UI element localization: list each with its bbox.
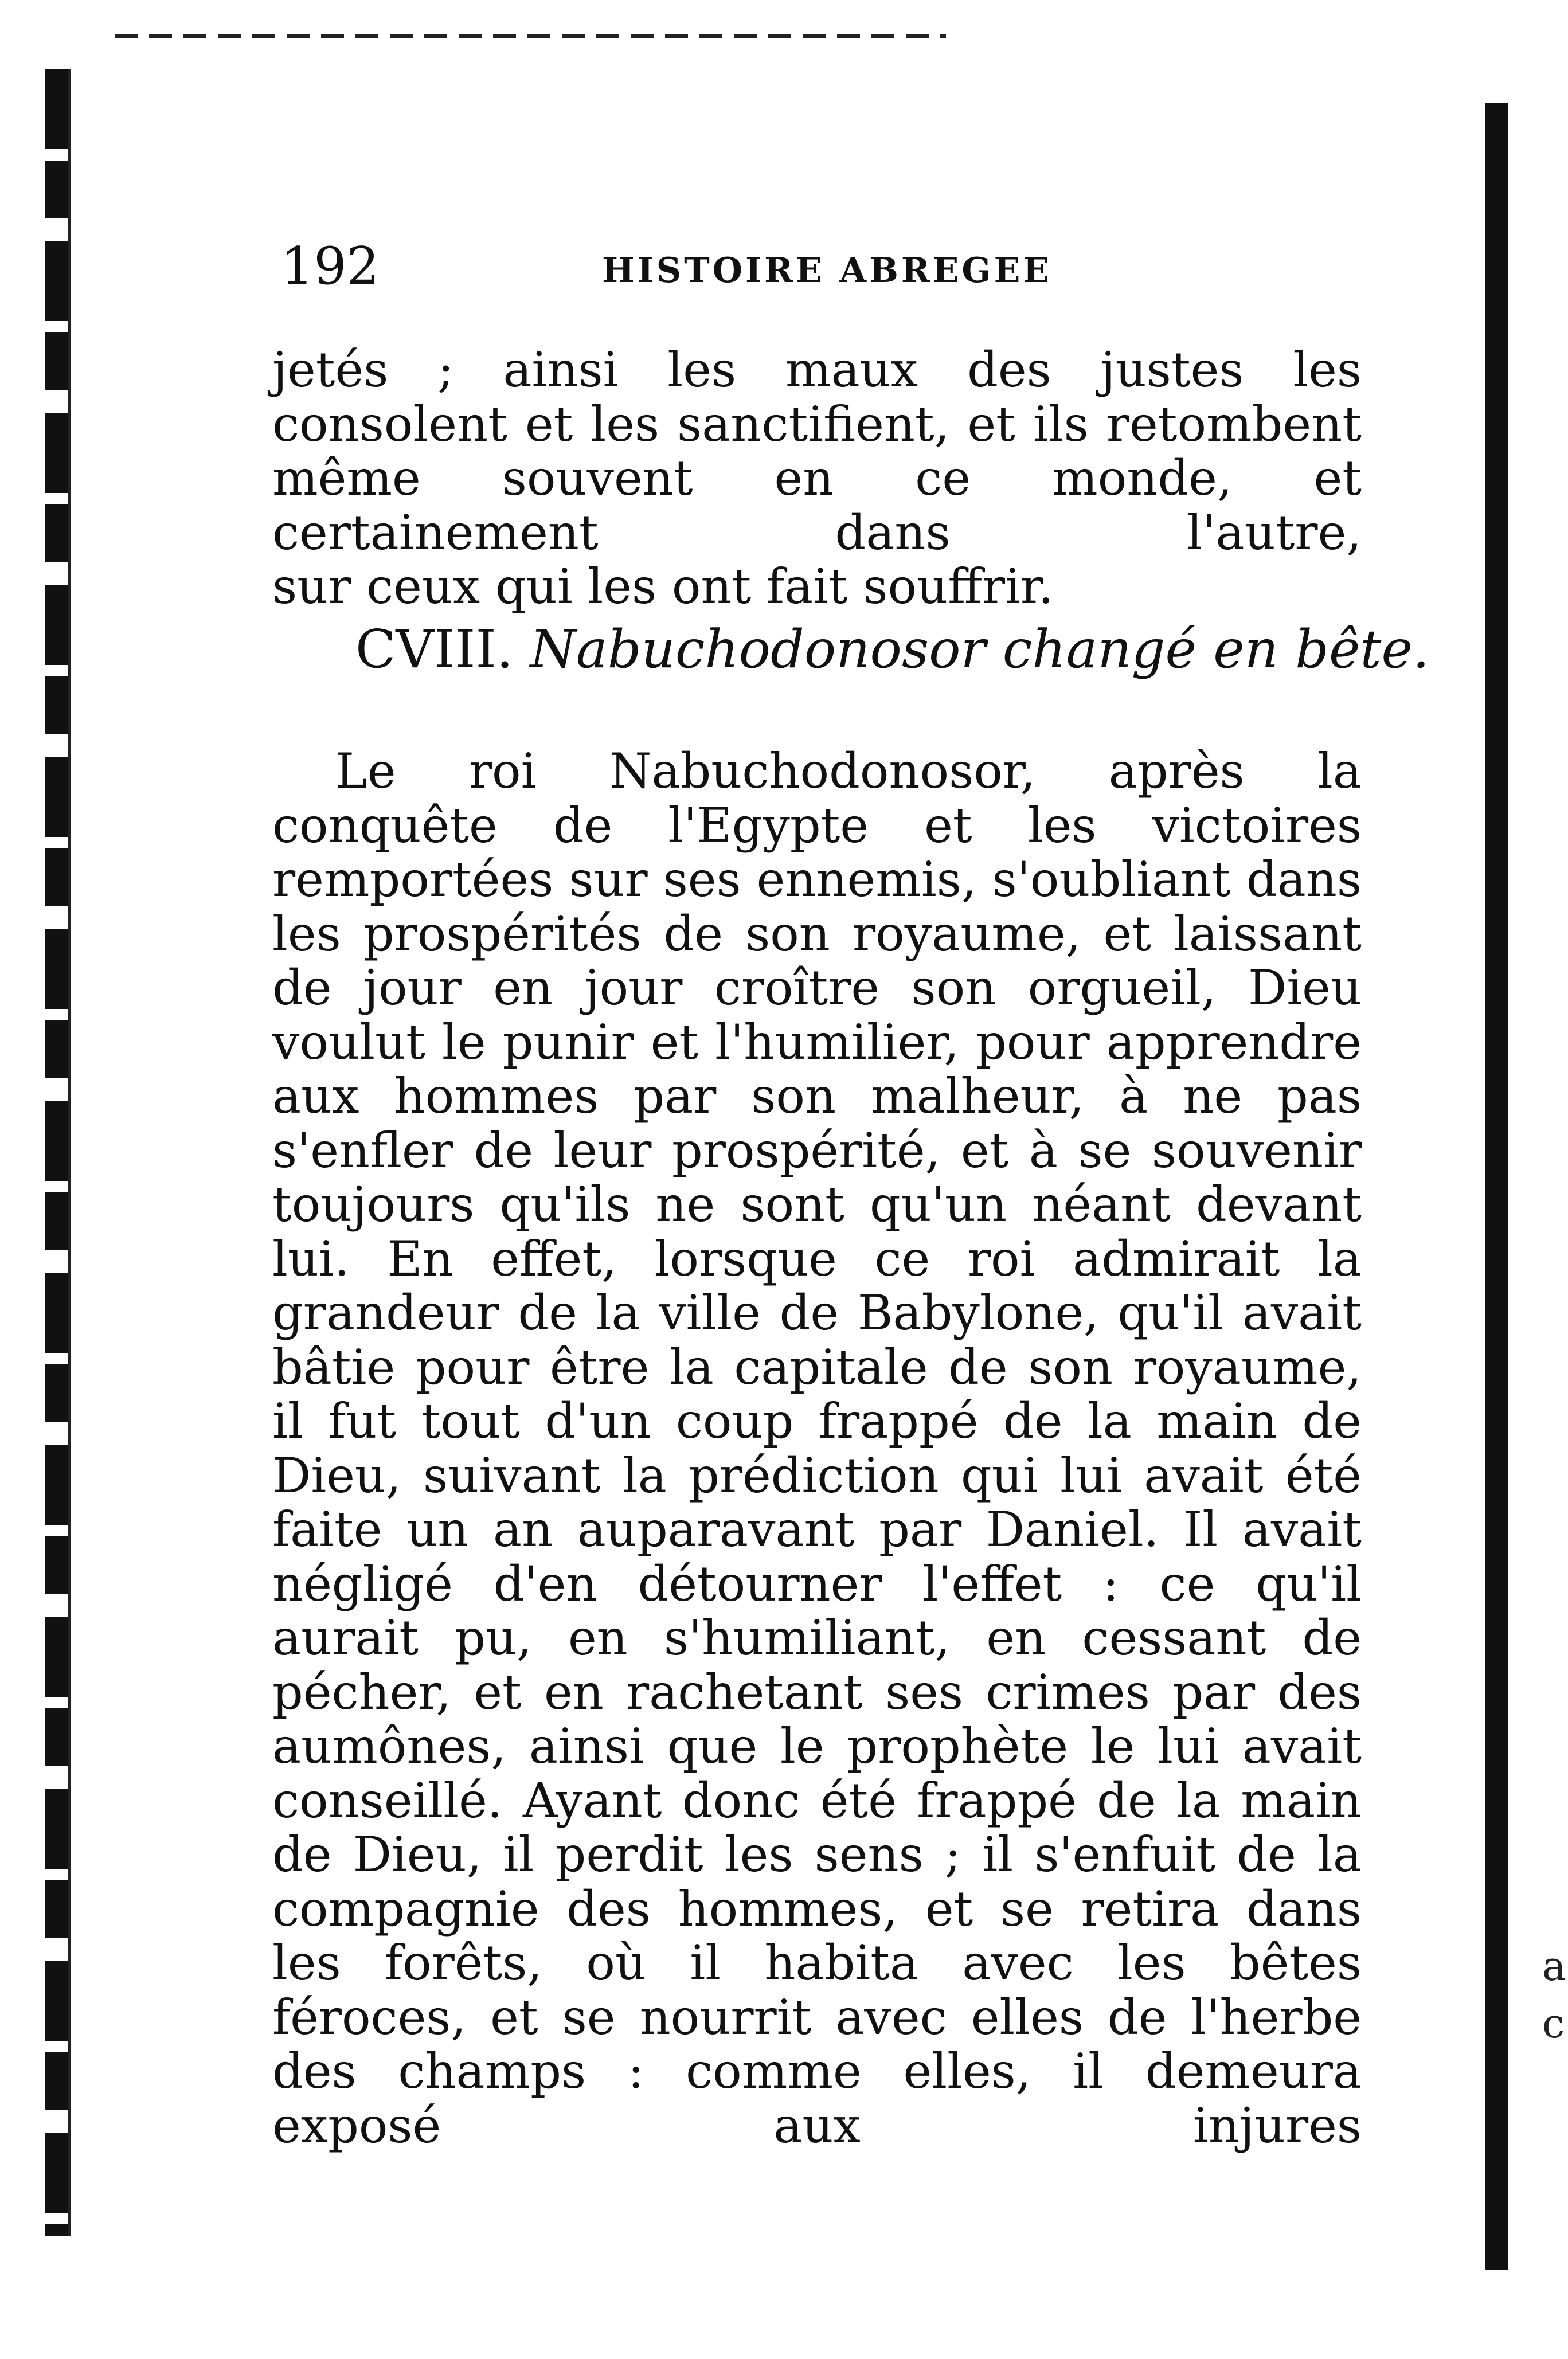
running-title: HISTOIRE ABREGEE (602, 251, 1053, 291)
scan-left-edge-line (68, 69, 71, 2236)
scan-left-edge (45, 69, 68, 2236)
scan-top-edge (115, 34, 946, 38)
paragraph-continued (272, 343, 1362, 614)
section-number: CVIII. (355, 619, 514, 680)
paragraph-continued-last-line: sur ceux qui les ont fait souffrir. (272, 558, 1054, 615)
paragraph-continued-body: jetés ; ainsi les maux des justes les consolent et les sanctifient, et ils retombent même souvent en ce monde, et certainement dans l'autre, (272, 342, 1362, 561)
next-page-margin-fragment: a c (1542, 1943, 1566, 2047)
running-head (281, 235, 1382, 298)
scan-right-edge (1485, 103, 1508, 2270)
section-body-paragraph: Le roi Nabuchodonosor, après la conquête de l'Egypte et les victoires remportées sur ses ennemis, s'oubliant dans les prospérités de son royaume, et laissant de jour en jour croître son orgueil, Dieu voulut le punir et l'humilier, pour apprendre aux hommes par son malheur, à ne pas s'enfler de leur prospérité, et à se souvenir toujours qu'ils ne sont qu'un néant devant lui. En effet, lorsque ce roi admirait la grandeur de la ville de Babylone, qu'il avait bâtie pour être la capitale de son royaume, il fut tout d'un coup frappé de la main de Dieu, suivant la prédiction qui lui avait été faite un an auparavant par Daniel. Il avait négligé d'en détourner l'effet : ce qu'il aurait pu, en s'humiliant, en cessant de pécher, et en rachetant ses crimes par des aumônes, ainsi que le prophète le lui avait conseillé. Ayant donc été frappé de la main de Dieu, il perdit les sens ; il s'enfuit de la compagnie des hommes, et se retira dans les forêts, où il habita avec les bêtes féroces, et se nourrit avec elles de l'herbe des champs : comme elles, il demeura exposé aux injures (272, 743, 1362, 2154)
section-heading (355, 618, 1429, 681)
page-number: 192 (281, 236, 380, 296)
section-title: Nabuchodonosor changé en bête. (530, 619, 1430, 680)
